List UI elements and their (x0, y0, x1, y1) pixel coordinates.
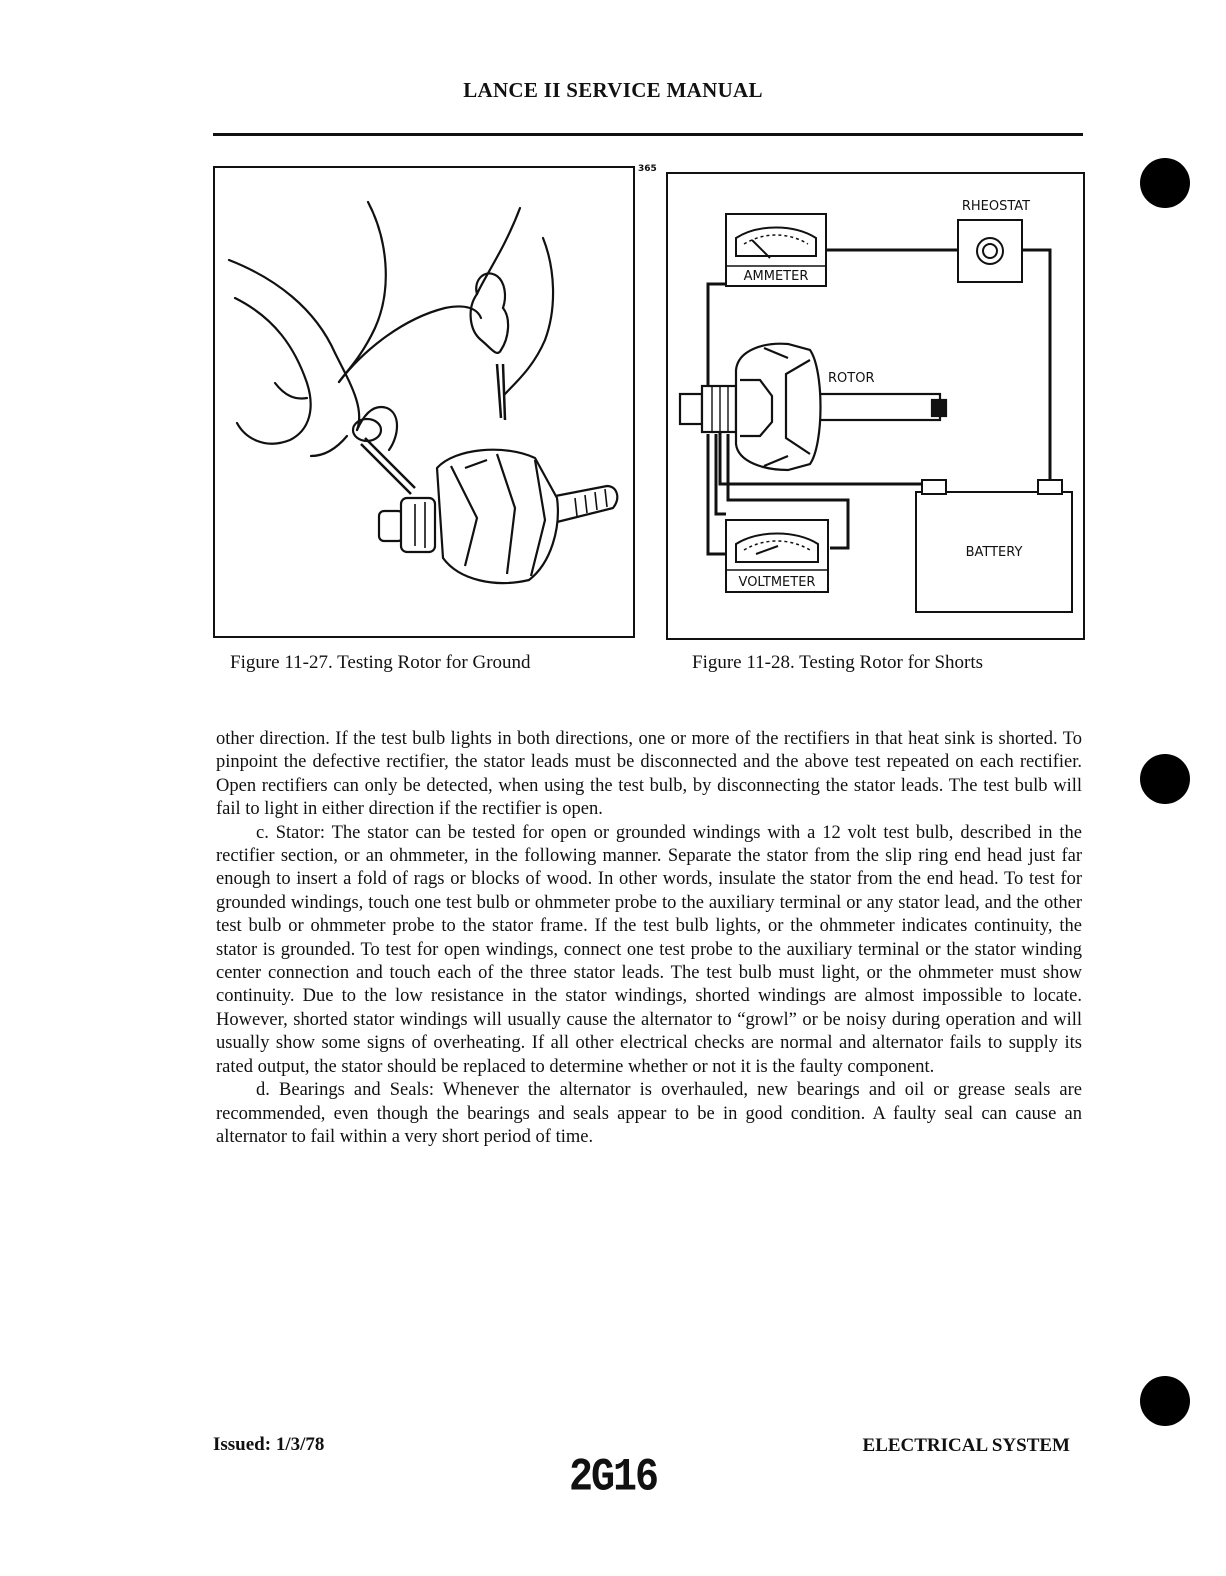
figure-rotor-ground (213, 166, 635, 638)
issued-date: Issued: 1/3/78 (213, 1434, 325, 1455)
caption-figure-11-28: Figure 11-28. Testing Rotor for Shorts (692, 652, 984, 673)
binder-hole-top (1140, 158, 1190, 208)
rotor-ground-illustration (215, 168, 633, 636)
binder-hole-middle (1140, 754, 1190, 804)
section-name: ELECTRICAL SYSTEM (862, 1435, 1070, 1456)
paragraph-rectifier-continued: other direction. If the test bulb lights in both directions, one or more of the rectifiers in that heat sink is shorted. To pinpoint the defective rectifier, the stator leads must be disconnected and the above test repeated on each rectifier. Open rectifiers can only be detected, when using the test bulb, by disconnecting the stator leads. The test bulb will fail to light in either direction if the rectifier is open. (216, 729, 1082, 820)
manual-title: LANCE II SERVICE MANUAL (463, 78, 763, 102)
binder-hole-bottom (1140, 1376, 1190, 1426)
rotor-label: ROTOR (828, 371, 875, 386)
battery-label: BATTERY (965, 545, 1023, 560)
body-text (216, 728, 1082, 1149)
header-rule (213, 133, 1083, 136)
paragraph-bearings-seals: d. Bearings and Seals: Whenever the alternator is overhauled, new bearings and oil or grease seals are recommended, even though the bearings and seals appear to be in good condition. A faulty seal can cause an alternator to fail within a very short period of time. (216, 1080, 1082, 1147)
figure-rotor-shorts (666, 172, 1085, 640)
rotor-shorts-diagram (668, 174, 1083, 638)
rheostat-symbol (958, 220, 1022, 282)
page-code: 2G16 (568, 1452, 657, 1505)
caption-figure-11-27: Figure 11-27. Testing Rotor for Ground (230, 652, 531, 673)
rheostat-label: RHEOSTAT (961, 199, 1031, 214)
paragraph-stator: c. Stator: The stator can be tested for open or grounded windings with a 12 volt test bulb, described in the rectifier section, or an ohmmeter, in the following manner. Separate the stator from the slip ring end head just far enough to insert a fold of rags or blocks of wood. In other words, insulate the stator from the end head. To test for grounded windings, touch one test bulb or ohmmeter probe to the auxiliary terminal or any stator lead, and the other test bulb or ohmmeter probe to the stator frame. If the test bulb lights, or the ohmmeter indicates continuity, the stator is grounded. To test for open windings, connect one test probe to the auxiliary terminal or the stator winding center connection and touch each of the three stator leads. The test bulb must light, or the ohmmeter must show continuity. Due to the low resistance in the stator windings, shorted windings are almost impossible to locate. However, shorted stator windings will usually cause the alternator to “growl” or be noisy during operation and will usually show some signs of overheating. If all other electrical checks are normal and alternator fails to supply its rated output, the stator should be replaced to determine whether or not it is the faulty component. (216, 822, 1082, 1077)
ammeter-label: AMMETER (743, 269, 809, 284)
voltmeter-label: VOLTMETER (738, 575, 816, 590)
figure-plate-number: 365 (638, 164, 657, 174)
